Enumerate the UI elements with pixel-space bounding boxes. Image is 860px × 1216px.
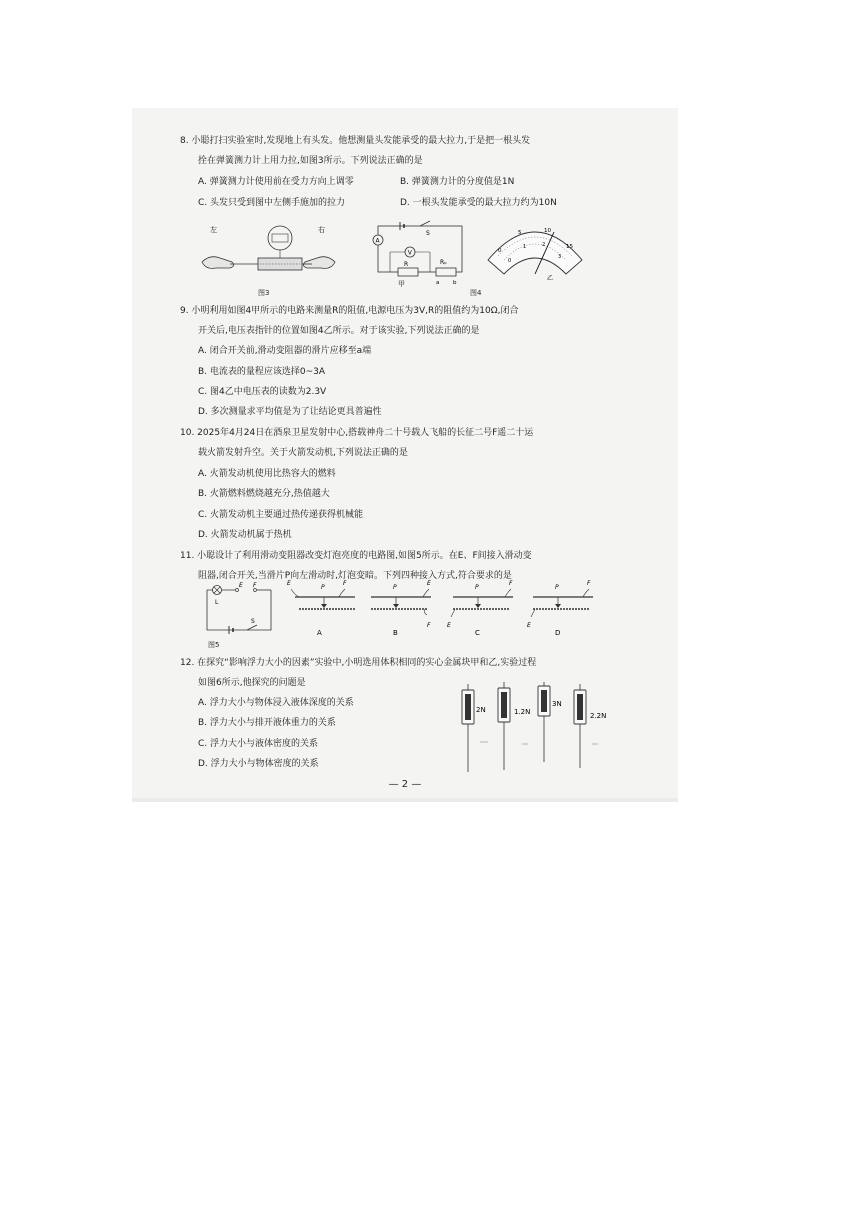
rheostat-icon <box>436 268 456 276</box>
circuit-wires <box>375 226 462 272</box>
figure-3 <box>200 220 340 290</box>
q12-stem-line1: 12. 在探究“影响浮力大小的因素”实验中,小明选用体积相同的实心金属块甲和乙,实验过程 <box>180 658 537 668</box>
option-c-p: P <box>475 584 479 591</box>
inner-tick-0: 0 <box>508 258 512 264</box>
q11-stem-line2: 阻器,闭合开关,当滑片P向左滑动时,灯泡变暗。下列四种接入方式,符合要求的是 <box>198 571 512 581</box>
q10-option-b: B. 火箭燃料燃烧越充分,热值越大 <box>198 489 330 499</box>
option-b-e: E <box>427 580 431 587</box>
outer-tick-0: 0 <box>498 248 502 254</box>
figure-4-circuit <box>360 218 470 288</box>
figure-4-voltmeter-dial <box>480 212 590 282</box>
paper-edge <box>132 798 678 802</box>
ammeter-label: A <box>375 237 380 245</box>
fig4-yi-label: 乙 <box>547 275 554 282</box>
option-a-f: F <box>343 580 347 587</box>
q9-stem-line2: 开关后,电压表指针的位置如图4乙所示。对于该实验,下列说法正确的是 <box>198 326 480 336</box>
resistor-icon <box>398 268 418 276</box>
scale-3-reading: 3N <box>552 700 562 708</box>
fig4-jia-label: 甲 <box>398 280 405 288</box>
terminal-e-label: E <box>239 582 243 589</box>
q10-stem-line1: 10. 2025年4月24日在酒泉卫星发射中心,搭载神舟二十号载人飞船的长征二号F遥二十运 <box>180 428 534 438</box>
q9-option-a: A. 闭合开关前,滑动变阻器的滑片应移至a端 <box>198 346 372 356</box>
scale-1-reading: 2N <box>476 706 486 714</box>
q11-stem-line1: 11. 小聪设计了利用滑动变阻器改变灯泡亮度的电路图,如图5所示。在E、F间接入滑动变 <box>180 551 532 561</box>
spring-scale-4 <box>574 684 606 768</box>
q8-option-c: C. 头发只受到图中左侧手施加的拉力 <box>198 198 346 208</box>
scale-4-reading: 2.2N <box>590 712 607 720</box>
q8-option-b: B. 弹簧测力计的分度值是1N <box>400 177 515 187</box>
fig3-caption: 图3 <box>258 289 270 297</box>
q9-option-c: C. 图4乙中电压表的读数为2.3V <box>198 387 327 397</box>
fig3-left-label: 左 <box>210 226 217 234</box>
voltmeter-label: V <box>407 249 412 257</box>
option-a-e: E <box>287 580 291 587</box>
switch-icon <box>420 221 430 226</box>
inner-tick-3: 3 <box>558 254 562 260</box>
spring-scale-1 <box>462 684 486 772</box>
option-a-rheostat <box>287 580 355 637</box>
figure-6 <box>440 682 640 774</box>
inner-tick-1: 1 <box>523 244 527 250</box>
spring-scale-body <box>258 258 302 270</box>
q10-stem-line2: 载火箭发射升空。关于火箭发动机,下列说法正确的是 <box>198 448 408 458</box>
q10-option-c: C. 火箭发动机主要通过热传递获得机械能 <box>198 510 364 520</box>
option-c-label: C <box>475 629 480 637</box>
q12-option-c: C. 浮力大小与液体密度的关系 <box>198 739 319 749</box>
option-b-f: F <box>427 622 431 629</box>
option-a-label: A <box>317 629 322 637</box>
q8-stem-line2: 拴在弹簧测力计上用力拉,如图3所示。下列说法正确的是 <box>198 156 423 166</box>
dial-face <box>488 232 582 274</box>
option-c-e: E <box>447 622 451 629</box>
inner-tick-2: 2 <box>542 242 546 248</box>
magnifier-circle <box>268 226 292 250</box>
q12-stem-line2: 如图6所示,他探究的问题是 <box>198 678 306 688</box>
rheostat-end-b: b <box>453 280 457 286</box>
fig5-switch-label: S <box>251 618 255 625</box>
q8-option-d: D. 一根头发能承受的最大拉力约为10N <box>400 198 557 208</box>
q12-option-d: D. 浮力大小与物体密度的关系 <box>198 759 319 769</box>
fig5-wires <box>207 590 271 630</box>
switch-label: S <box>426 230 430 237</box>
outer-tick-15: 15 <box>566 244 573 250</box>
spring-scale-3 <box>538 682 562 762</box>
spring-scale-2 <box>498 682 530 770</box>
rheostat-label: Rₚ <box>440 259 447 266</box>
q9-stem-line1: 9. 小明利用如图4甲所示的电路来测量R的阻值,电源电压为3V,R的阻值约为10Ω,闭合 <box>180 306 519 316</box>
terminal-f-label: F <box>253 582 257 589</box>
fig5-caption: 图5 <box>208 641 220 649</box>
resistor-label: R <box>404 261 409 268</box>
option-a-p: P <box>321 584 325 591</box>
option-d-p: P <box>555 584 559 591</box>
option-c-rheostat <box>447 580 513 637</box>
option-d-label: D <box>555 629 561 637</box>
q12-option-a: A. 浮力大小与物体浸入液体深度的关系 <box>198 698 354 708</box>
outer-tick-5: 5 <box>518 230 522 236</box>
option-d-e: E <box>527 622 531 629</box>
fig4-caption: 图4 <box>470 289 482 297</box>
fig3-right-label: 右 <box>318 226 325 234</box>
rheostat-end-a: a <box>436 280 440 286</box>
option-b-label: B <box>393 629 398 637</box>
left-hand-icon <box>202 257 234 269</box>
outer-tick-10: 10 <box>544 228 551 234</box>
option-b-p: P <box>393 584 397 591</box>
q9-option-b: B. 电流表的量程应该选择0~3A <box>198 367 326 377</box>
q8-option-a: A. 弹簧测力计使用前在受力方向上调零 <box>198 177 354 187</box>
page-number: — 2 — <box>388 779 422 790</box>
figure-5-circuit <box>195 578 280 638</box>
q10-option-d: D. 火箭发动机属于热机 <box>198 530 292 540</box>
q9-option-d: D. 多次测量求平均值是为了让结论更具普遍性 <box>198 407 382 417</box>
option-d-f: F <box>587 580 591 587</box>
scale-2-reading: 1.2N <box>514 708 531 716</box>
option-d-rheostat <box>527 580 593 637</box>
lamp-label: L <box>215 599 219 606</box>
option-b-rheostat <box>371 580 431 637</box>
q10-option-a: A. 火箭发动机使用比热容大的燃料 <box>198 469 336 479</box>
fig5-switch-icon <box>247 625 257 630</box>
q12-option-b: B. 浮力大小与排开液体重力的关系 <box>198 718 336 728</box>
q8-stem-line1: 8. 小聪打扫实验室时,发现地上有头发。他想测量头发能承受的最大拉力,于是把一根头发 <box>180 136 531 146</box>
figure-5-options <box>285 575 665 645</box>
right-hand-icon <box>303 257 335 269</box>
option-c-f: F <box>509 580 513 587</box>
